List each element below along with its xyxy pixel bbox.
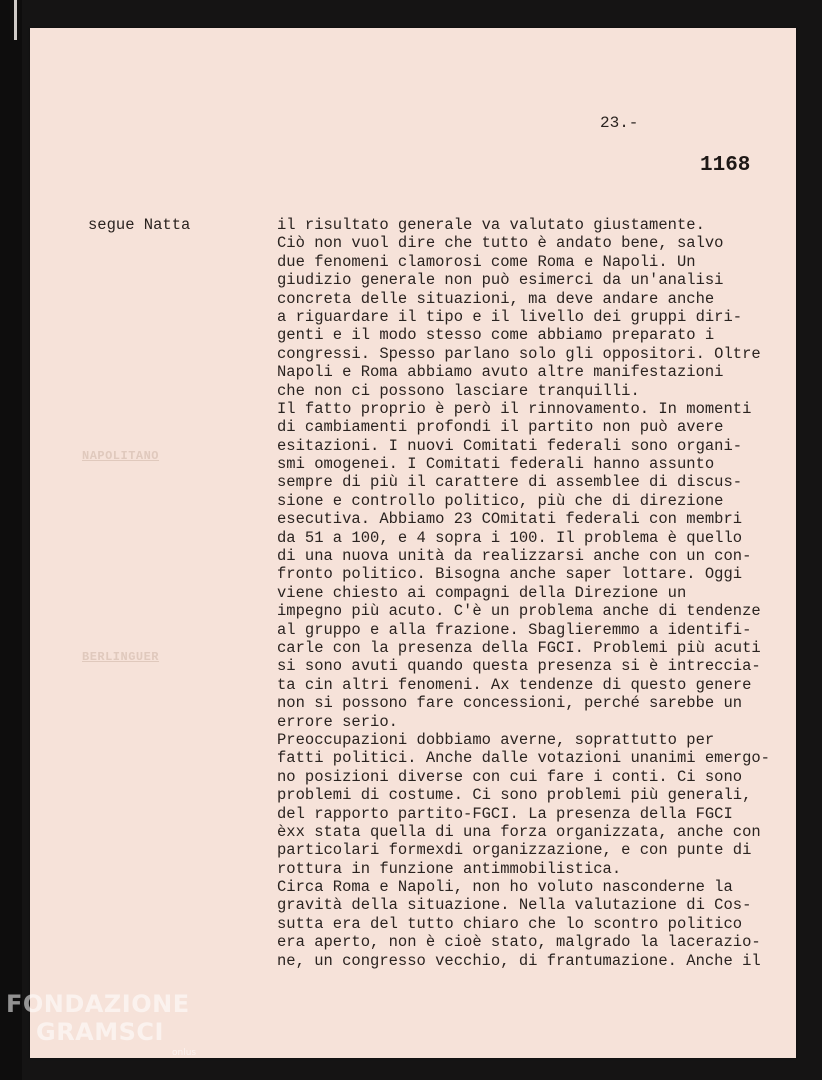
text-line: si sono avuti quando questa presenza si è intreccia- (277, 657, 761, 676)
faint-margin-note: BERLINGUER (82, 650, 160, 664)
faint-margin-note: NAPOLITANO (82, 449, 160, 463)
text-line: del rapporto partito-FGCI. La presenza della FGCI (277, 804, 733, 823)
watermark-line-1: FONDAZIONE (6, 990, 190, 1018)
text-line: era aperto, non è cioè stato, malgrado la lacerazio- (277, 933, 761, 952)
text-line: Preoccupazioni dobbiamo averne, soprattutto per (277, 730, 715, 749)
text-line: il risultato generale va valutato giustamente. (277, 216, 705, 234)
fondazione-gramsci-watermark (6, 990, 206, 1070)
text-line: no posizioni diverse con cui fare i conti. Ci sono (277, 767, 743, 786)
text-line: esecutiva. Abbiamo 23 COmitati federali con membri (277, 510, 743, 529)
text-line: sione e controllo politico, più che di direzione (277, 491, 724, 510)
text-line: impegno più acuto. C'è un problema anche di tendenze (277, 602, 761, 621)
text-line: di cambiamenti profondi il partito non può avere (277, 418, 724, 437)
text-line: concreta delle situazioni, ma deve andare anche (277, 289, 715, 308)
watermark-line-2: GRAMSCI (36, 1018, 164, 1046)
text-line: problemi di costume. Ci sono problemi più generali, (277, 786, 752, 805)
text-line: particolari formexdi organizzazione, e con punte di (277, 841, 752, 860)
text-line: Napoli e Roma abbiamo avuto altre manifestazioni (277, 363, 724, 382)
typed-body-text (277, 216, 792, 970)
text-line: fronto politico. Bisogna anche saper lottare. Oggi (277, 565, 743, 584)
archive-number: 1168 (700, 154, 751, 177)
text-line: viene chiesto ai compagni della Direzione un (277, 583, 687, 602)
text-line: che non ci possono lasciare tranquilli. (277, 381, 640, 400)
speaker-note: segue Natta (88, 216, 191, 234)
page-number: 23.- (600, 114, 639, 132)
text-line: Ciò non vuol dire che tutto è andato bene, salvo (277, 234, 724, 253)
text-line: esitazioni. I nuovi Comitati federali sono organi- (277, 436, 743, 455)
text-line: da 51 a 100, e 4 sopra i 100. Il problema è quello (277, 528, 743, 547)
text-line: sempre di più il carattere di assemblee di discus- (277, 473, 743, 492)
text-line: sutta era del tutto chiaro che lo scontro politico (277, 914, 743, 933)
text-line: rottura in funzione antimmobilistica. (277, 859, 622, 878)
watermark-line-3: onlus (172, 1048, 197, 1058)
text-line: giudizio generale non può esimerci da un'analisi (277, 271, 724, 290)
text-line: non si possono fare concessioni, perché sarebbe un (277, 694, 743, 713)
text-line: smi omogenei. I Comitati federali hanno assunto (277, 455, 715, 474)
text-line: congressi. Spesso parlano solo gli oppositori. Oltre (277, 344, 761, 363)
text-line: al gruppo e alla frazione. Sbaglieremmo a identifi- (277, 620, 752, 639)
text-line: Circa Roma e Napoli, non ho voluto nasconderne la (277, 878, 733, 897)
text-line: fatti politici. Anche dalle votazioni unanimi emergo- (277, 749, 770, 768)
text-line: ne, un congresso vecchio, di frantumazione. Anche il (277, 951, 761, 970)
scan-left-margin (0, 0, 22, 1080)
text-line: genti e il modo stesso come abbiamo preparato i (277, 326, 715, 345)
text-line: èxx stata quella di una forza organizzata, anche con (277, 822, 761, 841)
text-line: gravità della situazione. Nella valutazione di Cos- (277, 896, 752, 915)
text-line: carle con la presenza della FGCI. Problemi più acuti (277, 638, 761, 657)
scan-edge-strip (14, 0, 17, 40)
text-line: a riguardare il tipo e il livello dei gruppi diri- (277, 307, 743, 326)
text-line: due fenomeni clamorosi come Roma e Napoli. Un (277, 252, 696, 271)
text-line: di una nuova unità da realizzarsi anche con un con- (277, 547, 752, 566)
text-line: ta cin altri fenomeni. Ax tendenze di questo genere (277, 675, 752, 694)
text-line: Il fatto proprio è però il rinnovamento. In momenti (277, 399, 752, 418)
text-line: errore serio. (277, 712, 398, 731)
